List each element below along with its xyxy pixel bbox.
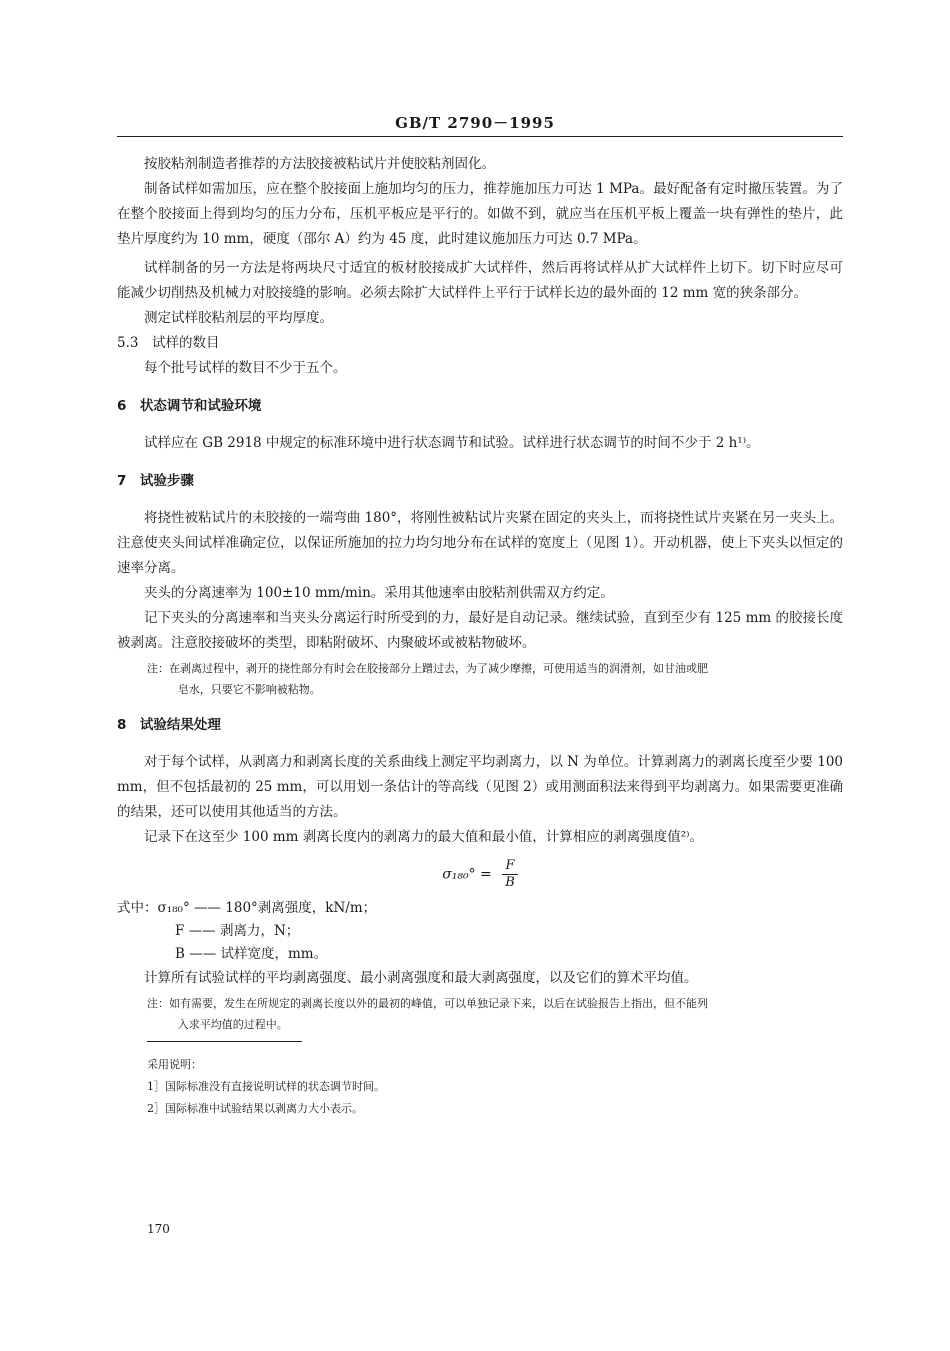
paragraph: 试样制备的另一方法是将两块尺寸适宜的板材胶接成扩大试样件，然后再将试样从扩大试样件上切下。切下时应尽可能减少切削热及机械力对胶接缝的影响。必须去除扩大试样件上平行于试样长边的最外面的 12 mm 宽的狭条部分。 xyxy=(117,260,843,301)
note xyxy=(147,658,843,700)
where-item: F —— 剥离力，N； xyxy=(175,923,300,939)
paragraph: 记下夹头的分离速率和当夹头分离运行时所受到的力，最好是自动记录。继续试验，直到至少有 125 mm 的胶接长度被剥离。注意胶接破坏的类型，即粘附破坏、内聚破坏或被粘物破坏。 xyxy=(117,610,843,651)
header-rule xyxy=(117,136,843,137)
paragraph: 计算所有试验试样的平均剥离强度、最小剥离强度和最大剥离强度，以及它们的算术平均值。 xyxy=(144,970,698,986)
note-text: 皂水，只要它不影响被粘物。 xyxy=(177,683,321,696)
note-text: 入求平均值的过程中。 xyxy=(177,1018,288,1031)
paragraph: 对于每个试样，从剥离力和剥离长度的关系曲线上测定平均剥离力，以 N 为单位。计算剥离力的剥离长度至少要 100 mm，但不包括最初的 25 mm，可以用划一条估计的等高线（见图 2）或用测面积法来得到平均剥离力。如果需要更准确的结果，还可以使用其他适当的方法。 xyxy=(117,754,843,820)
subsection-title: 5.3 试样的数目 xyxy=(117,335,220,351)
formula-numerator: F xyxy=(502,858,518,875)
footnote: 2］国际标准中试验结果以剥离力大小表示。 xyxy=(147,1102,363,1115)
standard-header: GB/T 2790－1995 xyxy=(395,114,555,132)
note xyxy=(147,993,843,1035)
formula-fraction xyxy=(502,858,518,891)
section-title: 7 试验步骤 xyxy=(117,473,194,489)
formula-lhs: σ₁₈₀° = xyxy=(442,866,492,883)
paragraph: 每个批号试样的数目不少于五个。 xyxy=(144,360,347,376)
paragraph: 夹头的分离速率为 100±10 mm/min。采用其他速率由胶粘剂供需双方约定。 xyxy=(144,585,614,601)
paragraph: 将挠性被粘试片的未胶接的一端弯曲 180°，将刚性被粘试片夹紧在固定的夹头上，而将挠性试片夹紧在另一夹头上。注意使夹头间试样准确定位，以保证所施加的拉力均匀地分布在试样的宽度上（见图 1）。开动机器，使上下夹头以恒定的速率分离。 xyxy=(117,510,843,576)
footnote-rule xyxy=(147,1041,302,1042)
section-title: 6 状态调节和试验环境 xyxy=(117,398,262,414)
footnote: 1］国际标准没有直接说明试样的状态调节时间。 xyxy=(147,1080,385,1093)
paragraph: 制备试样如需加压，应在整个胶接面上施加均匀的压力，推荐施加压力可达 1 MPa。最好配备有定时撤压装置。为了在整个胶接面上得到均匀的压力分布，压机平板应是平行的。如做不到，就应当在压机平板上覆盖一块有弹性的垫片，此垫片厚度约为 10 mm，硬度（邵尔 A）约为 45 度，此时建议施加压力可达 0.7 MPa。 xyxy=(117,181,843,247)
page-number: 170 xyxy=(147,1222,170,1236)
formula xyxy=(117,858,843,891)
paragraph: 记录下在这至少 100 mm 剥离长度内的剥离力的最大值和最小值，计算相应的剥离强度值²⁾。 xyxy=(144,829,703,845)
note-text: 注：如有需要，发生在所规定的剥离长度以外的最初的峰值，可以单独记录下来，以后在试验报告上指出，但不能列 xyxy=(147,997,708,1010)
body-content xyxy=(117,152,843,1120)
paragraph: 测定试样胶粘剂层的平均厚度。 xyxy=(144,310,333,326)
section-title: 8 试验结果处理 xyxy=(117,717,221,733)
paragraph: 试样应在 GB 2918 中规定的标准环境中进行状态调节和试验。试样进行状态调节的时间不少于 2 h¹⁾。 xyxy=(144,435,760,451)
note-text: 注：在剥离过程中，剥开的挠性部分有时会在胶接部分上蹭过去，为了减少摩擦，可使用适当的润滑剂，如甘油或肥 xyxy=(147,662,708,675)
paragraph: 按胶粘剂制造者推荐的方法胶接被粘试片并使胶粘剂固化。 xyxy=(144,156,495,172)
where-intro: 式中：σ₁₈₀° —— 180°剥离强度，kN/m； xyxy=(117,900,377,916)
where-item: B —— 试样宽度，mm。 xyxy=(175,946,328,962)
formula-denominator: B xyxy=(505,875,515,890)
footnote-title: 采用说明： xyxy=(147,1058,202,1071)
